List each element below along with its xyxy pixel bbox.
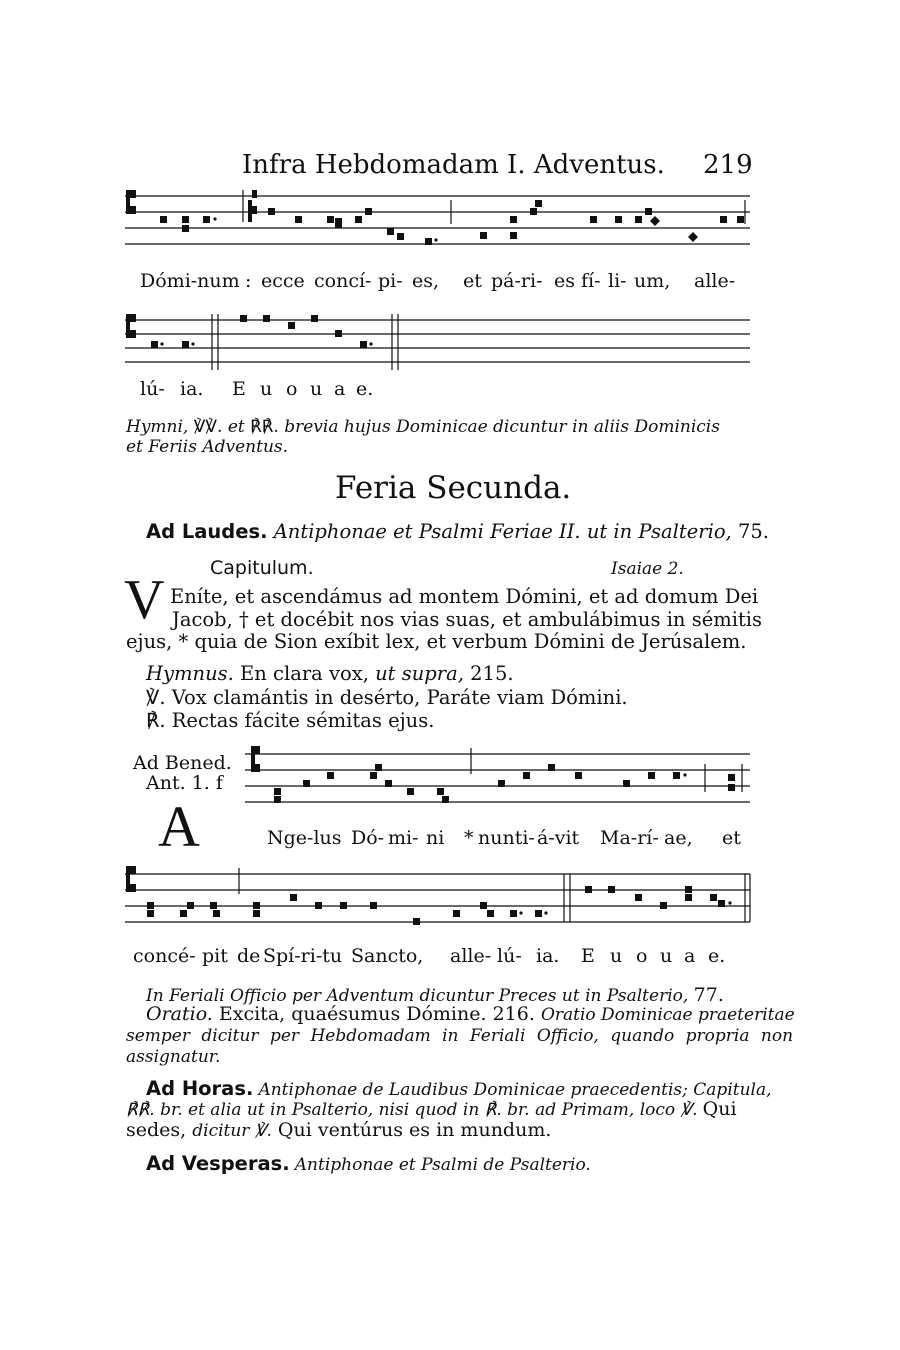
- page-number: 219: [703, 150, 753, 180]
- response-line: [146, 709, 434, 732]
- chant-staff-1: [125, 188, 755, 260]
- syllable: fí-: [581, 270, 601, 292]
- syllable: Sancto,: [351, 945, 424, 967]
- oratio-ref: 216.: [492, 1003, 535, 1025]
- capitulum-label: Capitulum.: [210, 557, 314, 579]
- versicle-symbol: ℣℣.: [193, 417, 223, 437]
- syllable: e.: [356, 378, 374, 400]
- oratio-line3: assignatur.: [126, 1047, 221, 1067]
- horas-text: dicitur ℣.: [192, 1121, 272, 1141]
- hymnus-ut-supra: ut supra,: [375, 662, 464, 685]
- chant-staff-4: [125, 864, 755, 936]
- syllable: concé-: [133, 945, 196, 967]
- chant-lyrics-3: [0, 827, 900, 853]
- oratio-rubric: Oratio Dominicae praeteritae: [540, 1005, 795, 1025]
- syllable: u: [310, 378, 323, 400]
- syllable: es,: [412, 270, 440, 292]
- syllable: nunti-: [478, 827, 535, 849]
- syllable: á-vit: [537, 827, 580, 849]
- header-title: Infra Hebdomadam I. Adventus.: [242, 150, 665, 180]
- syllable: o: [636, 945, 648, 967]
- rubric-hymni: [126, 417, 720, 437]
- syllable: u: [260, 378, 273, 400]
- syllable: Ma-rí-: [600, 827, 659, 849]
- section-title: Feria Secunda.: [335, 470, 572, 506]
- hymnus-ref: 215.: [470, 662, 514, 685]
- syllable: concí-: [314, 270, 372, 292]
- laudes-text: Antiphonae et Psalmi Feriae II. ut in Psalterio,: [273, 520, 732, 543]
- syllable: pá-ri-: [491, 270, 543, 292]
- benedictus-mode: Ant. 1. f: [146, 772, 223, 794]
- horas-text: Antiphonae de Laudibus Dominicae praecedentis; Capitula,: [258, 1080, 772, 1100]
- vesperas-text: Antiphonae et Psalmi de Psalterio.: [294, 1155, 591, 1175]
- syllable: Spí-ri-tu: [263, 945, 343, 967]
- chant-lyrics-4: [0, 945, 900, 971]
- laudes-label: Ad Laudes.: [146, 520, 268, 543]
- rubric-text: brevia hujus Dominicae dicuntur in aliis Dominicis: [284, 417, 720, 437]
- syllable: ia.: [536, 945, 560, 967]
- chant-lyrics-1: [0, 270, 900, 296]
- syllable: pit: [202, 945, 228, 967]
- syllable: Dómi-num: [140, 270, 240, 292]
- syllable: o: [286, 378, 298, 400]
- horas-text: ℟℟. br. et alia ut in Psalterio, nisi quod in ℟. br. ad Primam, loco ℣.: [126, 1100, 698, 1120]
- syllable: alle-: [450, 945, 492, 967]
- hymnus-line: [146, 662, 514, 685]
- horas-text: sedes,: [126, 1119, 187, 1141]
- drop-cap-v: V: [124, 569, 165, 631]
- syllable: pi-: [378, 270, 403, 292]
- syllable: alle-: [694, 270, 736, 292]
- syllable: um,: [634, 270, 671, 292]
- laudes-line: [146, 520, 769, 543]
- capitulum-line3: ejus, * quia de Sion exíbit lex, et verbum Dómini de Jerúsalem.: [126, 630, 747, 653]
- horas-line1: [146, 1077, 772, 1100]
- drop-cap-a: A: [158, 794, 200, 859]
- response-symbol: ℟℟.: [250, 417, 279, 437]
- syllable: es: [554, 270, 575, 292]
- syllable: u: [610, 945, 623, 967]
- syllable: et: [722, 827, 741, 849]
- rubric-hymni-line2: et Feriis Adventus.: [126, 437, 289, 457]
- syllable: li-: [608, 270, 627, 292]
- vesperas-label: Ad Vesperas.: [146, 1152, 290, 1175]
- capitulum-source: Isaiae 2.: [611, 559, 684, 579]
- capitulum-line2: Jacob, † et docébit nos vias suas, et ambulábimus in sémitis: [172, 608, 763, 631]
- syllable: e.: [708, 945, 726, 967]
- versicle-symbol: ℣.: [146, 686, 166, 709]
- syllable: *: [464, 827, 474, 849]
- preces-text: In Feriali Officio per Adventum dicuntur Preces ut in Psalterio,: [146, 986, 689, 1006]
- syllable: ecce: [261, 270, 305, 292]
- horas-label: Ad Horas.: [146, 1077, 254, 1100]
- syllable: a: [334, 378, 346, 400]
- horas-line3: [126, 1119, 551, 1141]
- syllable: Nge-lus: [267, 827, 342, 849]
- chant-staff-2: [125, 312, 755, 374]
- versicle-text: Vox clamántis in desérto, Paráte viam Dómini.: [171, 686, 628, 709]
- oratio-line1: [146, 1003, 795, 1025]
- hymnus-text: En clara vox,: [240, 662, 369, 685]
- syllable: a: [684, 945, 696, 967]
- syllable: et: [463, 270, 482, 292]
- preces-ref: 77.: [693, 984, 724, 1006]
- syllable: de: [237, 945, 261, 967]
- response-symbol: ℟.: [146, 709, 166, 732]
- rubric-text: Hymni,: [126, 417, 189, 437]
- oratio-line2: semper dicitur per Hebdomadam in Feriali Officio, quando propria non: [126, 1026, 794, 1046]
- syllable: mi-: [388, 827, 419, 849]
- syllable: :: [245, 270, 252, 292]
- syllable: ni: [426, 827, 445, 849]
- horas-text: Qui: [702, 1098, 737, 1120]
- running-header: [242, 150, 665, 180]
- syllable: u: [660, 945, 673, 967]
- syllable: lú-: [140, 378, 165, 400]
- capitulum-line1: Eníte, et ascendámus ad montem Dómini, et ad domum Dei: [170, 585, 759, 608]
- syllable: lú-: [497, 945, 522, 967]
- hymnus-label: Hymnus.: [146, 662, 234, 685]
- syllable: ia.: [180, 378, 204, 400]
- horas-text: Qui ventúrus es in mundum.: [277, 1119, 552, 1141]
- rubric-text: et: [227, 417, 245, 437]
- syllable: ae,: [664, 827, 693, 849]
- capitulum-heading: [210, 557, 314, 579]
- versicle-line: [146, 686, 628, 709]
- syllable: E: [232, 378, 246, 400]
- syllable: E: [581, 945, 595, 967]
- horas-line2: [126, 1098, 737, 1120]
- oratio-text: Excita, quaésumus Dómine.: [218, 1003, 487, 1025]
- laudes-ref: 75.: [737, 520, 769, 543]
- syllable: Dó-: [351, 827, 385, 849]
- chant-lyrics-2: [0, 378, 900, 404]
- oratio-label: Oratio.: [146, 1003, 213, 1025]
- benedictus-label: Ad Bened.: [133, 752, 232, 774]
- response-text: Rectas fácite sémitas ejus.: [171, 709, 435, 732]
- vesperas-line: [146, 1152, 591, 1175]
- chant-staff-3: [245, 744, 755, 810]
